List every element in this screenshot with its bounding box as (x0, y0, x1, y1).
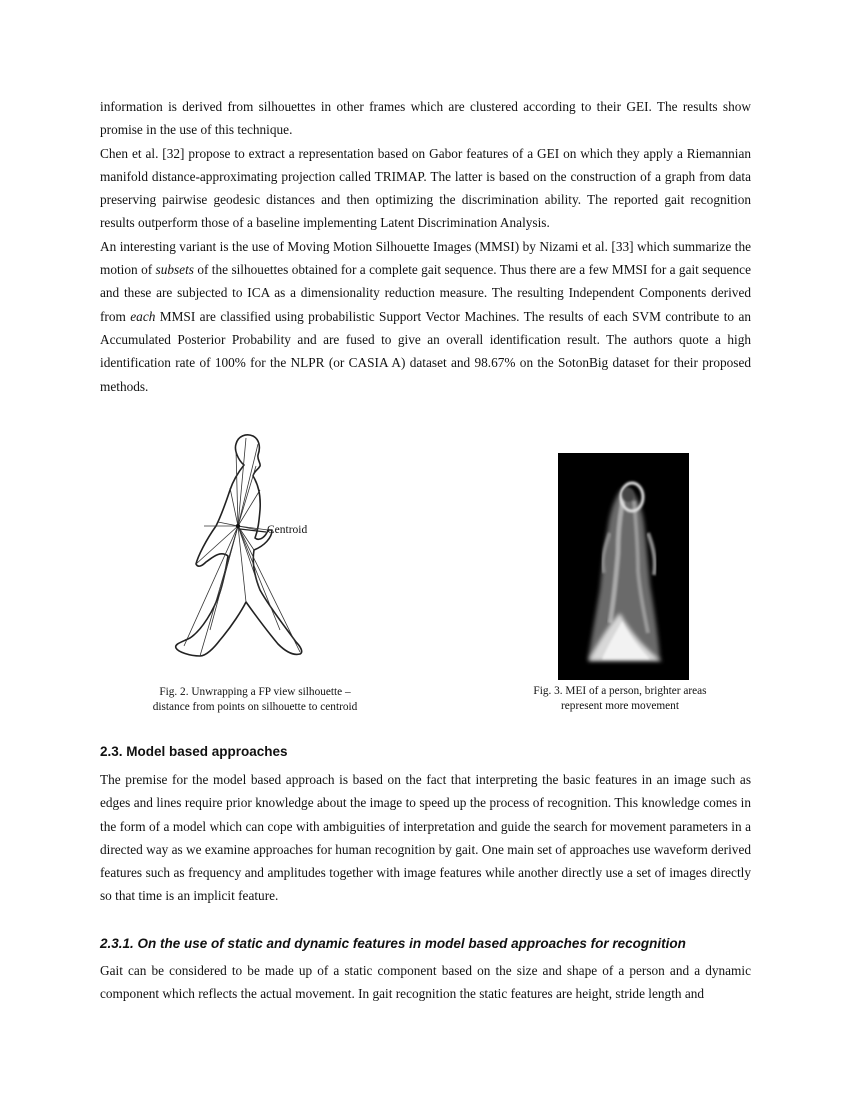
paragraph-mmsi: An interesting variant is the use of Moving Motion Silhouette Images (MMSI) by Nizami et al. [33] which summarize the motion of subsets of the silhouettes obtained for a complete gait sequence. Thus there are a few MMSI for a gait sequence and these are subjected to ICA as a dimensionality reduction measure. The resulting Independent Components derived from each MMSI are classified using probabilistic Support Vector Machines. The results of each SVM contribute to an Accumulated Posterior Probability and are fused to give an overall identification result. The authors quote a high identification rate of 100% for the NLPR (or CASIA A) dataset and 98.67% on the SotonBig dataset for their proposed methods. (100, 238, 751, 394)
centroid-label: Centroid (267, 524, 308, 536)
section-2-3-text (100, 768, 751, 908)
centroid-point (236, 524, 240, 528)
section-2-3-1-text (100, 959, 751, 1006)
fig2-caption: Fig. 2. Unwrapping a FP view silhouette – distance from points on silhouette to centroid (152, 686, 358, 713)
section-heading-2-3: 2.3. Model based approaches (100, 744, 288, 759)
fig2-silhouette-figure (160, 430, 340, 675)
paragraph-chen: Chen et al. [32] propose to extract a representation based on Gabor features of a GEI on which they apply a Riemannian manifold distance-approximating projection called TRIMAP. The latter is based on the construction of a graph from data preserving pairwise geodesic distances and then optimizing the discrimination ability. The reported gait recognition results outperform those of a baseline implementing Latent Discrimination Analysis. (100, 145, 751, 231)
paragraph-model-based: The premise for the model based approach is based on the fact that interpreting the basic features in an image such as edges and lines require prior knowledge about the image to speed up the process of recognition. This knowledge comes in the form of a model which can cope with ambiguities of interpretation and guide the search for movement parameters in a directed way as we examine approaches for human recognition by gait. One main set of approaches use waveform derived features such as frequency and amplitudes together with image features while another directly use a set of images directly so that time is an implicit feature. (100, 772, 751, 904)
paragraph-static-dynamic: Gait can be considered to be made up of a static component based on the size and shape of a person and a dynamic component which reflects the actual movement. In gait recognition the static features are height, stride length and (100, 963, 751, 1002)
fig3-mei-image (558, 453, 689, 680)
fig3-caption: Fig. 3. MEI of a person, brighter areas represent more movement (533, 685, 707, 712)
section-heading-2-3-1: 2.3.1. On the use of static and dynamic features in model based approaches for recognition (100, 936, 686, 951)
paragraph-gei: information is derived from silhouettes in other frames which are clustered according to their GEI. The results show promise in the use of this technique. (100, 99, 751, 138)
intro-text (100, 95, 751, 398)
